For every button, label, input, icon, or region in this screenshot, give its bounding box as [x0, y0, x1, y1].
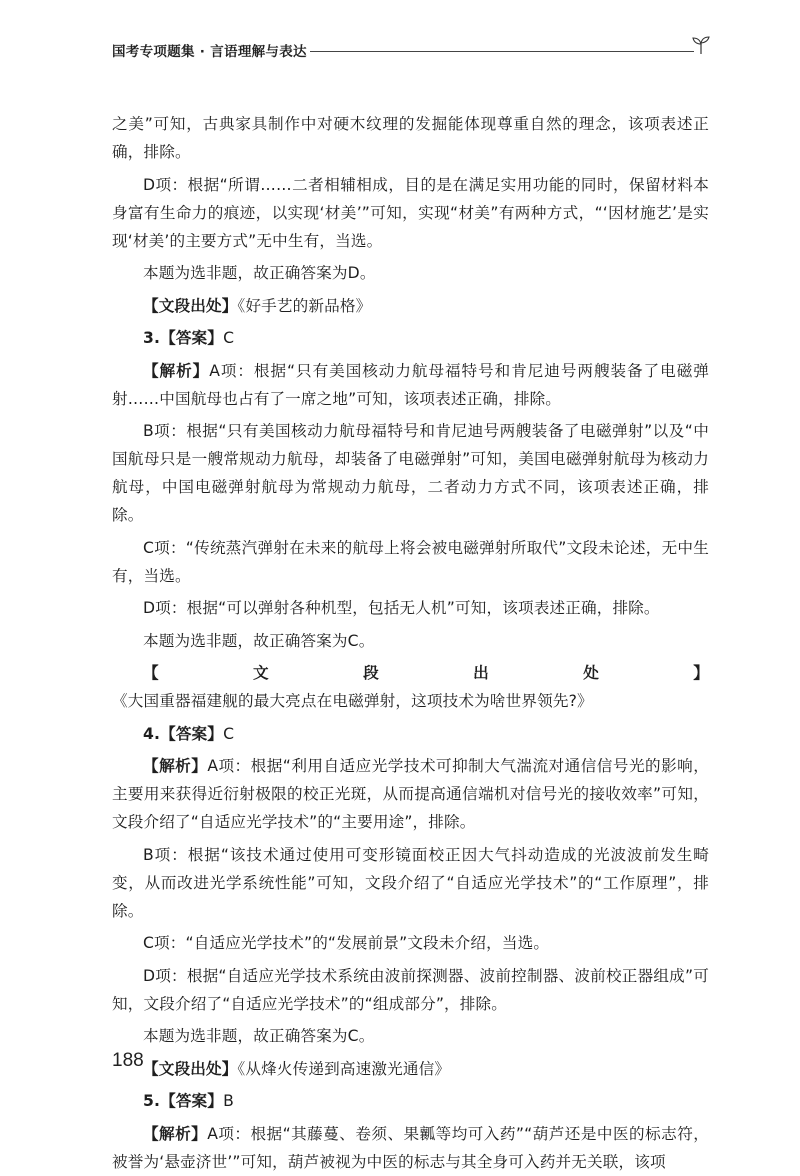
- paragraph: [112, 841, 709, 925]
- paragraph: [112, 659, 709, 715]
- section-label: 【解析】: [143, 361, 210, 380]
- paragraph-text: D项：根据“所谓……二者相辅相成，目的是在满足实用功能的同时，保留材料本身富有生命力的痕迹，以实现‘材美’”可知，实现“材美”有两种方式，“‘因材施艺’是实现‘材美’的主要方式”无中生有，当选。: [112, 175, 709, 250]
- paragraph-text: C项：“自适应光学技术”的“发展前景”文段未介绍，当选。: [143, 934, 550, 952]
- paragraph: [112, 171, 709, 255]
- paragraph-text: A项：根据“利用自适应光学技术可抑制大气湍流对通信信号光的影响，主要用来获得近衍射极限的校正光斑，从而提高通信端机对信号光的接收效率”可知，文段介绍了“自适应光学技术”的“主要用途”，排除。: [112, 757, 709, 831]
- paragraph-text: D项：根据“可以弹射各种机型，包括无人机”可知，该项表述正确，排除。: [143, 599, 660, 617]
- paragraph-text: 《好手艺的新品格》: [237, 296, 372, 315]
- paragraph-text: 本题为选非题，故正确答案为C。: [143, 631, 375, 650]
- answer-explanations: [112, 110, 709, 1176]
- paragraph-text: 《从烽火传递到高速激光通信》: [237, 1059, 451, 1078]
- paragraph: [112, 110, 709, 166]
- paragraph-text: C项：“传统蒸汽弹射在未来的航母上将会被电磁弹射所取代”文段未论述，无中生有，当选。: [112, 538, 709, 585]
- paragraph: [112, 259, 709, 287]
- section-label: 3.【答案】: [143, 329, 224, 347]
- paragraph-text: C: [223, 329, 235, 347]
- section-label: 【解析】: [143, 1124, 208, 1143]
- paragraph: [112, 752, 709, 836]
- section-label: 【解析】: [143, 757, 208, 775]
- section-label: 【文段出处】: [143, 1059, 238, 1078]
- running-header: [112, 34, 712, 64]
- paragraph: [112, 357, 709, 413]
- paragraph: [112, 594, 709, 622]
- paragraph-text: A项：根据“其藤蔓、卷须、果瓤等均可入药”“葫芦还是中医的标志符，被誉为‘悬壶济世’”可知，葫芦被视为中医的标志与其全身可入药并无关联，该项: [112, 1124, 709, 1171]
- paragraph: [112, 534, 709, 590]
- paragraph-text: C: [223, 724, 235, 743]
- paragraph: [112, 1055, 709, 1083]
- paragraph-text: B: [223, 1092, 234, 1110]
- paragraph: [112, 1022, 709, 1050]
- paragraph: [112, 417, 709, 529]
- paragraph: [112, 1087, 709, 1115]
- header-rule: [310, 51, 694, 52]
- leaf-icon: [690, 34, 712, 56]
- paragraph: [112, 962, 709, 1018]
- section-label: 【文段出处】: [143, 296, 238, 315]
- paragraph: [112, 720, 709, 748]
- paragraph: [112, 324, 709, 352]
- paragraph-text: 之美”可知，古典家具制作中对硬木纹理的发掘能体现尊重自然的理念，该项表述正确，排除。: [112, 115, 709, 161]
- paragraph: [112, 627, 709, 655]
- paragraph-text: 《大国重器福建舰的最大亮点在电磁弹射，这项技术为啥世界领先?》: [112, 692, 593, 710]
- page-number: 188: [112, 1050, 144, 1071]
- section-label: 【文段出处】: [143, 664, 709, 682]
- section-label: 4.【答案】: [143, 724, 224, 743]
- paragraph-text: A项：根据“只有美国核动力航母福特号和肯尼迪号两艘装备了电磁弹射……中国航母也占有了一席之地”可知，该项表述正确，排除。: [112, 361, 709, 408]
- paragraph-text: D项：根据“自适应光学技术系统由波前探测器、波前控制器、波前校正器组成”可知，文段介绍了“自适应光学技术”的“组成部分”，排除。: [112, 966, 709, 1013]
- section-label: 5.【答案】: [143, 1092, 224, 1110]
- paragraph-text: B项：根据“只有美国核动力航母福特号和肯尼迪号两艘装备了电磁弹射”以及“中国航母只是一艘常规动力航母，却装备了电磁弹射”可知，美国电磁弹射航母为核动力航母，中国电磁弹射航母为常规动力航母，二者动力方式不同，该项表述正确，排除。: [112, 422, 709, 524]
- paragraph-text: 本题为选非题，故正确答案为D。: [143, 264, 376, 282]
- header-title: 国考专项题集 · 言语理解与表达: [112, 44, 307, 60]
- paragraph: [112, 929, 709, 957]
- paragraph: [112, 292, 709, 320]
- paragraph-text: 本题为选非题，故正确答案为C。: [143, 1027, 375, 1045]
- paragraph: [112, 1120, 709, 1176]
- paragraph-text: B项：根据“该技术通过使用可变形镜面校正因大气抖动造成的光波波前发生畸变，从而改进光学系统性能”可知，文段介绍了“自适应光学技术”的“工作原理”，排除。: [112, 845, 709, 920]
